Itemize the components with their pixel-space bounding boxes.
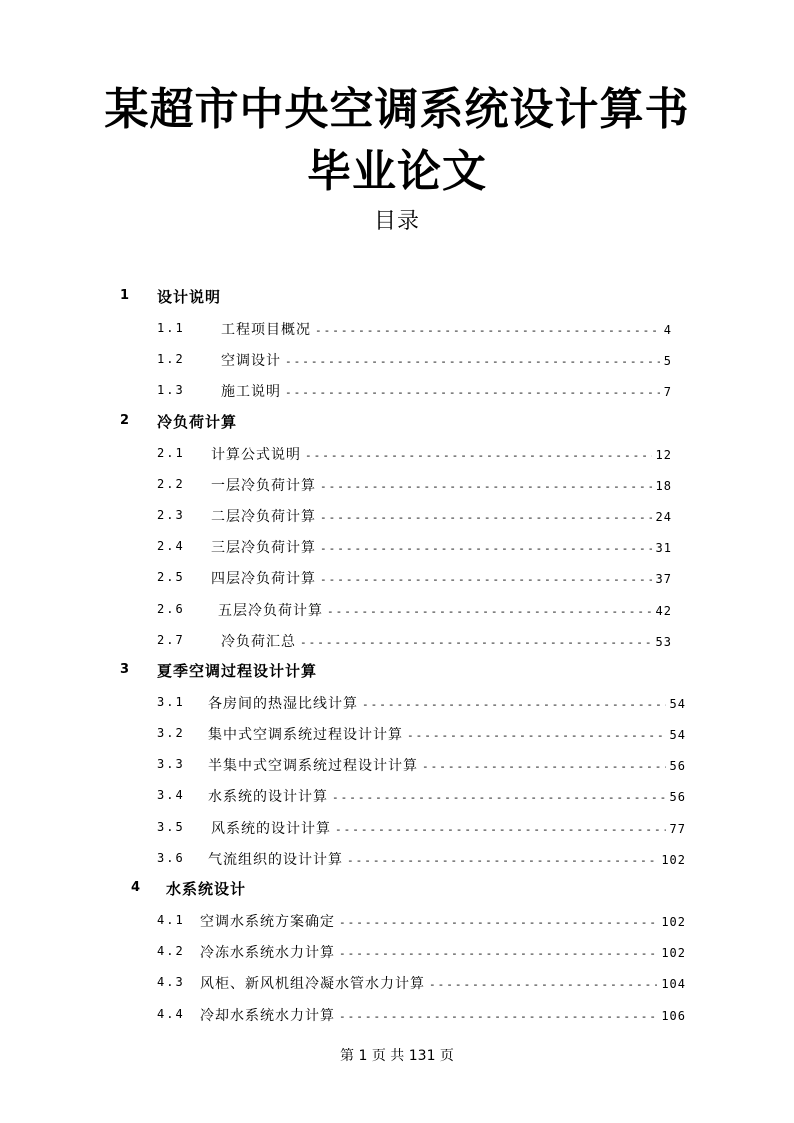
entry-page-number: 5 bbox=[663, 354, 672, 369]
entry-page-number: 53 bbox=[655, 634, 672, 649]
dot-leader bbox=[335, 823, 666, 836]
table-of-contents bbox=[0, 284, 794, 1032]
entry-page-number: 24 bbox=[655, 509, 672, 524]
dot-leader bbox=[422, 760, 666, 773]
dot-leader bbox=[320, 480, 652, 493]
entry-title: 四层冷负荷计算 bbox=[211, 571, 316, 588]
toc-entry[interactable] bbox=[0, 969, 794, 1000]
dot-leader bbox=[429, 978, 657, 991]
chapter-number: 4 bbox=[131, 880, 141, 895]
entry-page-number: 56 bbox=[669, 790, 686, 805]
entry-page-number: 102 bbox=[661, 946, 686, 961]
entry-number: 1.2 bbox=[157, 352, 185, 367]
entry-number: 2.3 bbox=[157, 507, 185, 522]
entry-page-number: 102 bbox=[661, 915, 686, 929]
toc-chapter[interactable] bbox=[0, 409, 794, 440]
toc-entry[interactable] bbox=[0, 751, 794, 782]
dot-leader bbox=[315, 324, 660, 337]
entry-title: 冷却水系统水力计算 bbox=[200, 1007, 335, 1024]
dot-leader bbox=[305, 449, 652, 462]
entry-number: 4.3 bbox=[157, 975, 185, 990]
chapter-number: 2 bbox=[120, 412, 130, 428]
entry-number: 3.6 bbox=[157, 850, 185, 865]
toc-entry[interactable] bbox=[0, 471, 794, 502]
entry-title: 三层冷负荷计算 bbox=[211, 540, 316, 557]
toc-entry[interactable] bbox=[0, 440, 794, 471]
dot-leader bbox=[339, 947, 657, 960]
chapter-title: 冷负荷计算 bbox=[157, 412, 238, 431]
dot-leader bbox=[285, 386, 660, 399]
toc-entry[interactable] bbox=[0, 564, 794, 595]
entry-number: 4.1 bbox=[157, 913, 185, 927]
entry-number: 1.3 bbox=[157, 383, 185, 398]
toc-entry[interactable] bbox=[0, 907, 794, 938]
entry-title: 空调设计 bbox=[221, 353, 281, 370]
entry-page-number: 7 bbox=[663, 385, 672, 400]
title-line-2: 毕业论文 bbox=[307, 146, 487, 197]
entry-number: 3.3 bbox=[157, 757, 185, 772]
toc-entry[interactable] bbox=[0, 502, 794, 533]
entry-page-number: 37 bbox=[655, 572, 672, 587]
entry-page-number: 31 bbox=[655, 541, 672, 556]
chapter-number: 3 bbox=[120, 661, 130, 677]
entry-title: 气流组织的设计计算 bbox=[208, 851, 343, 868]
entry-title: 工程项目概况 bbox=[221, 322, 311, 338]
entry-number: 2.7 bbox=[157, 632, 185, 647]
dot-leader bbox=[327, 605, 652, 618]
entry-title: 空调水系统方案确定 bbox=[200, 914, 335, 930]
dot-leader bbox=[347, 854, 657, 867]
entry-title: 半集中式空调系统过程设计计算 bbox=[208, 758, 418, 775]
entry-number: 2.1 bbox=[157, 445, 185, 460]
toc-entry[interactable] bbox=[0, 1001, 794, 1032]
entry-title: 水系统的设计计算 bbox=[208, 789, 328, 806]
entry-number: 1.1 bbox=[157, 321, 185, 335]
entry-title: 计算公式说明 bbox=[211, 446, 301, 463]
toc-entry[interactable] bbox=[0, 782, 794, 813]
toc-entry[interactable] bbox=[0, 315, 794, 346]
toc-chapter[interactable] bbox=[0, 658, 794, 689]
dot-leader bbox=[362, 698, 666, 711]
dot-leader bbox=[339, 916, 657, 929]
toc-entry[interactable] bbox=[0, 845, 794, 876]
dot-leader bbox=[407, 729, 666, 742]
toc-entry[interactable] bbox=[0, 689, 794, 720]
entry-number: 4.2 bbox=[157, 944, 185, 959]
toc-chapter[interactable] bbox=[0, 876, 794, 907]
entry-number: 3.1 bbox=[157, 694, 185, 709]
dot-leader bbox=[285, 355, 660, 368]
entry-title: 一层冷负荷计算 bbox=[211, 477, 316, 494]
toc-entry[interactable] bbox=[0, 377, 794, 408]
chapter-title: 水系统设计 bbox=[166, 880, 247, 898]
toc-entry[interactable] bbox=[0, 346, 794, 377]
dot-leader bbox=[339, 1010, 657, 1023]
toc-entry[interactable] bbox=[0, 627, 794, 658]
dot-leader bbox=[300, 636, 652, 649]
entry-number: 2.2 bbox=[157, 476, 185, 491]
entry-title: 冷冻水系统水力计算 bbox=[200, 945, 335, 962]
entry-title: 风柜、新风机组冷凝水管水力计算 bbox=[200, 976, 425, 993]
toc-heading: 目录 bbox=[373, 209, 420, 234]
entry-title: 集中式空调系统过程设计计算 bbox=[208, 727, 403, 744]
dot-leader bbox=[320, 511, 652, 524]
entry-number: 2.4 bbox=[157, 539, 185, 554]
entry-number: 3.2 bbox=[157, 726, 185, 741]
toc-entry[interactable] bbox=[0, 720, 794, 751]
toc-entry[interactable] bbox=[0, 533, 794, 564]
entry-title: 各房间的热湿比线计算 bbox=[208, 695, 358, 712]
entry-page-number: 54 bbox=[669, 728, 686, 743]
toc-chapter[interactable] bbox=[0, 284, 794, 315]
title-line-1: 某超市中央空调系统设计算书 bbox=[104, 84, 690, 135]
entry-title: 施工说明 bbox=[221, 384, 281, 401]
entry-page-number: 102 bbox=[661, 852, 686, 867]
dot-leader bbox=[332, 791, 666, 804]
entry-number: 3.5 bbox=[157, 819, 185, 834]
entry-page-number: 18 bbox=[655, 478, 672, 493]
entry-page-number: 106 bbox=[661, 1008, 686, 1023]
toc-entry[interactable] bbox=[0, 596, 794, 627]
entry-title: 五层冷负荷计算 bbox=[218, 602, 323, 619]
entry-page-number: 12 bbox=[655, 447, 672, 462]
chapter-title: 夏季空调过程设计计算 bbox=[157, 661, 318, 680]
entry-number: 4.4 bbox=[157, 1006, 185, 1021]
toc-entry[interactable] bbox=[0, 814, 794, 845]
dot-leader bbox=[320, 573, 652, 586]
entry-page-number: 42 bbox=[655, 603, 672, 618]
toc-entry[interactable] bbox=[0, 938, 794, 969]
entry-title: 冷负荷汇总 bbox=[221, 633, 296, 650]
entry-title: 风系统的设计计算 bbox=[211, 820, 331, 837]
entry-number: 3.4 bbox=[157, 788, 185, 803]
entry-page-number: 54 bbox=[669, 696, 686, 711]
chapter-number: 1 bbox=[120, 288, 130, 303]
entry-number: 2.5 bbox=[157, 570, 185, 585]
entry-page-number: 104 bbox=[661, 977, 686, 992]
chapter-title: 设计说明 bbox=[157, 288, 222, 306]
entry-title: 二层冷负荷计算 bbox=[211, 508, 316, 525]
entry-page-number: 56 bbox=[669, 759, 686, 774]
page-footer: 第 1 页 共 131 页 bbox=[340, 1048, 454, 1064]
entry-number: 2.6 bbox=[157, 601, 185, 616]
entry-page-number: 4 bbox=[663, 323, 672, 337]
entry-page-number: 77 bbox=[669, 821, 686, 836]
dot-leader bbox=[320, 542, 652, 555]
